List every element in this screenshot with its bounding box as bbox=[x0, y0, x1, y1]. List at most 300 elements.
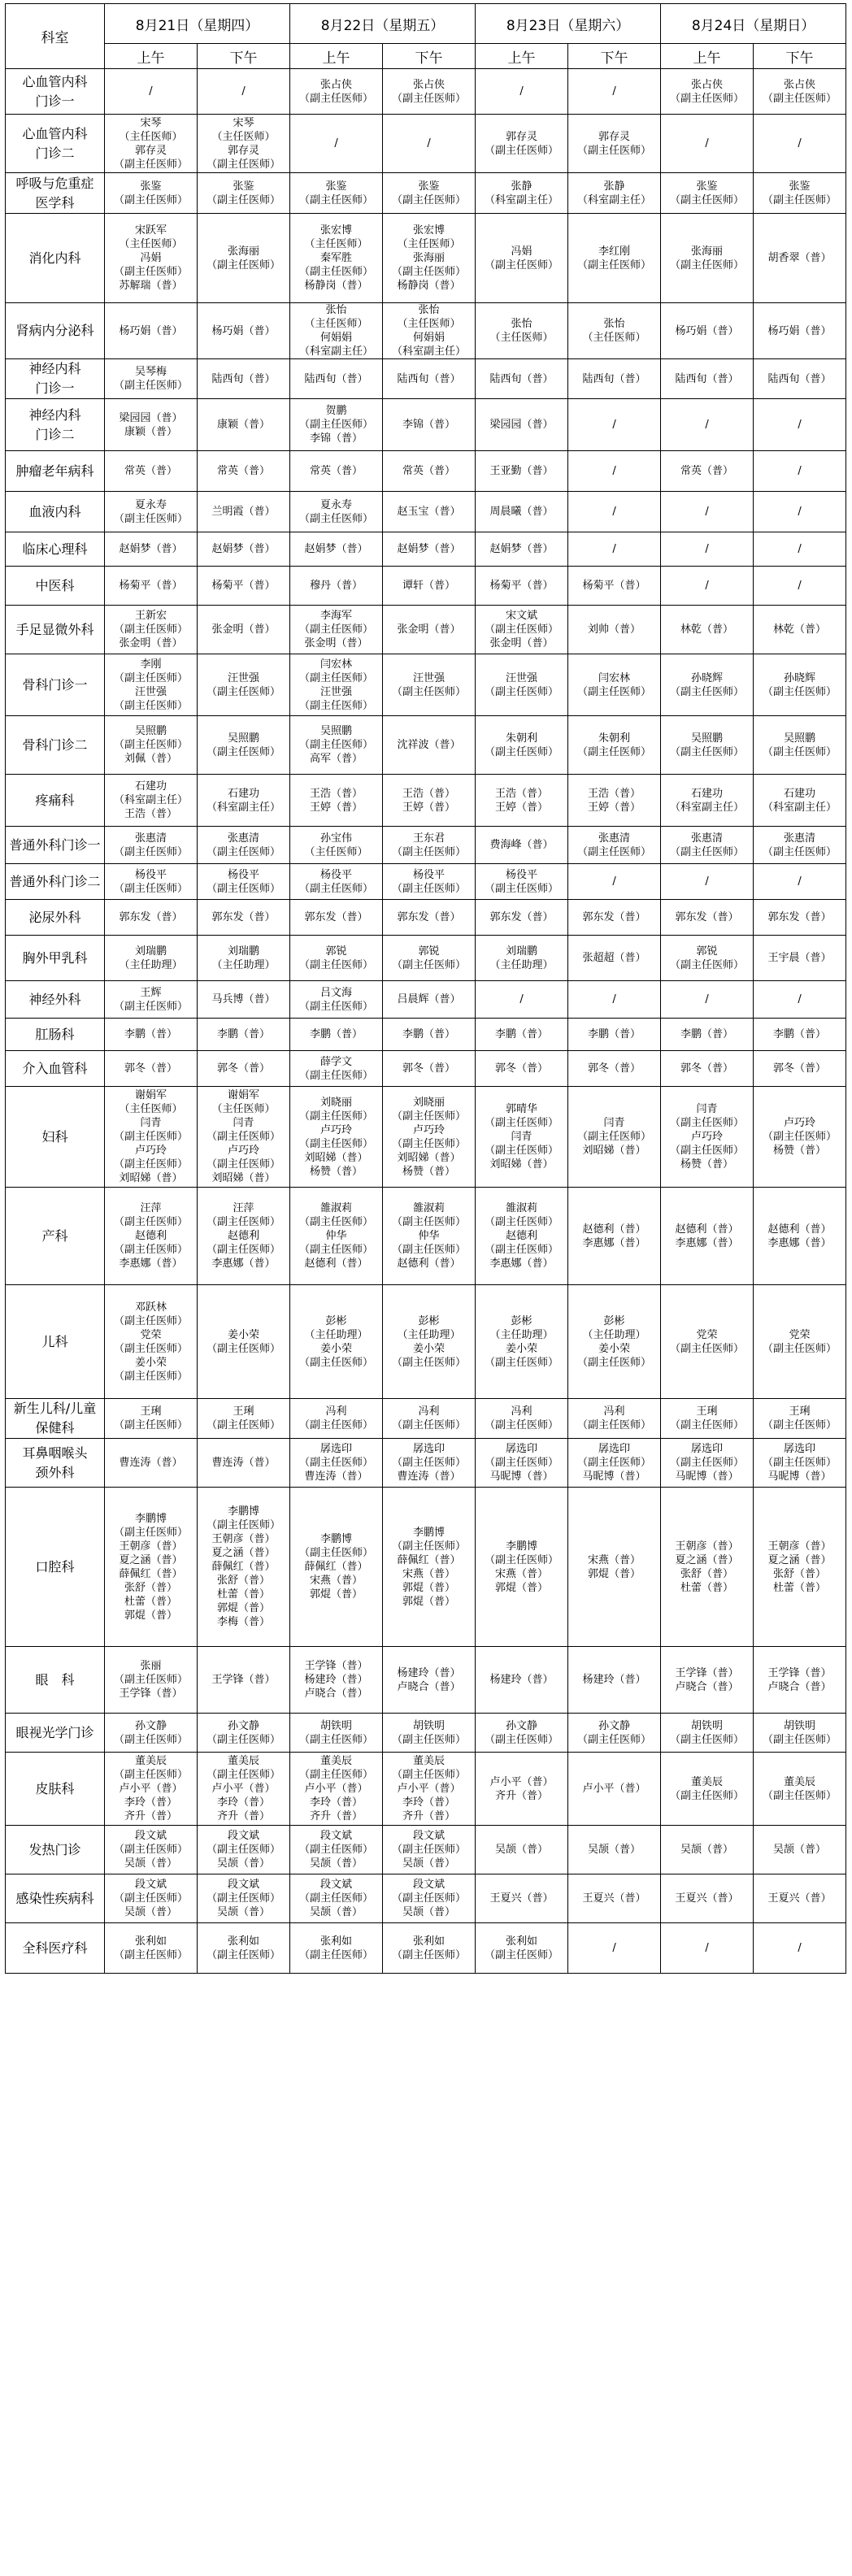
doctor-line: 陆西旬（普） bbox=[304, 372, 368, 385]
schedule-cell bbox=[754, 827, 846, 864]
doctor-line: 张金明（普） bbox=[304, 637, 368, 649]
doctor-line: / bbox=[612, 465, 616, 477]
schedule-cell bbox=[661, 654, 754, 716]
schedule-cell bbox=[198, 936, 290, 981]
doctor-line: 石建功 bbox=[784, 787, 816, 800]
doctor-line: 李鹏（普） bbox=[402, 1028, 456, 1040]
doctor-line: 吴颉（普） bbox=[680, 1844, 734, 1856]
doctor-line: 张怡 bbox=[418, 304, 440, 316]
doctor-line: 曹连涛（普） bbox=[304, 1470, 368, 1483]
doctor-line: 赵德利 bbox=[506, 1230, 538, 1242]
schedule-cell bbox=[105, 115, 198, 173]
doctor-line: 何娟娟 bbox=[413, 332, 446, 344]
doctor-line: （副主任医师） bbox=[392, 1733, 467, 1746]
department-name-line: 手足显微外科 bbox=[15, 621, 94, 637]
doctor-line: 吴照鹏 bbox=[784, 732, 816, 745]
schedule-cell bbox=[661, 1399, 754, 1439]
doctor-line: （副主任医师） bbox=[113, 380, 188, 392]
doctor-line: 汪世强 bbox=[320, 685, 353, 698]
doctor-line: 彭彬 bbox=[325, 1314, 347, 1327]
schedule-cell bbox=[383, 567, 476, 606]
morning-header: 上午 bbox=[661, 44, 754, 69]
doctor-line: / bbox=[798, 137, 802, 150]
department-name bbox=[6, 303, 105, 359]
doctor-line: （副主任医师） bbox=[299, 92, 374, 105]
doctor-line: 段文斌 bbox=[413, 1879, 446, 1891]
doctor-line: / bbox=[612, 993, 616, 1006]
doctor-line: （主任医师） bbox=[304, 845, 368, 858]
doctor-line: 王浩（普） bbox=[310, 787, 363, 800]
morning-header: 上午 bbox=[290, 44, 383, 69]
doctor-line: / bbox=[705, 1942, 709, 1954]
doctor-line: 赵娟梦（普） bbox=[119, 543, 183, 555]
schedule-cell bbox=[290, 451, 383, 492]
schedule-cell bbox=[568, 567, 661, 606]
table-row bbox=[6, 1439, 846, 1488]
schedule-cell bbox=[383, 451, 476, 492]
table-row bbox=[6, 606, 846, 654]
doctor-line: 贺鹏 bbox=[325, 405, 347, 417]
schedule-cell bbox=[198, 359, 290, 399]
doctor-line: （副主任医师） bbox=[299, 419, 374, 431]
doctor-line: （副主任医师） bbox=[113, 882, 188, 895]
schedule-cell bbox=[568, 1874, 661, 1923]
table-row bbox=[6, 900, 846, 936]
doctor-line: （副主任医师） bbox=[670, 1419, 745, 1431]
doctor-line: （副主任医师） bbox=[299, 1892, 374, 1905]
department-name-line: 心血管内科 bbox=[22, 125, 88, 141]
doctor-line: 张静 bbox=[603, 180, 625, 193]
doctor-line: 郭锐 bbox=[325, 945, 347, 958]
doctor-line: 王学锋（普） bbox=[767, 1666, 832, 1679]
date-header: 8月23日（星期六） bbox=[476, 4, 661, 44]
doctor-line: （副主任医师） bbox=[392, 882, 467, 895]
doctor-line: 杨赞（普） bbox=[402, 1165, 456, 1178]
schedule-cell bbox=[198, 900, 290, 936]
department-name bbox=[6, 532, 105, 567]
doctor-line: 王学锋（普） bbox=[211, 1674, 276, 1686]
department-name-line: 耳鼻咽喉头 bbox=[22, 1444, 88, 1461]
schedule-cell bbox=[290, 1923, 383, 1974]
doctor-line: 康颖（普） bbox=[217, 419, 271, 431]
schedule-cell bbox=[105, 399, 198, 451]
doctor-line: 吴照鹏 bbox=[228, 732, 260, 745]
schedule-cell bbox=[476, 1051, 568, 1087]
date-header: 8月24日（星期日） bbox=[661, 4, 846, 44]
doctor-line: （副主任医师） bbox=[670, 1117, 745, 1129]
department-name-line: 新生儿科/儿童 bbox=[13, 1401, 97, 1416]
doctor-line: 张利如 bbox=[413, 1935, 446, 1948]
schedule-cell bbox=[476, 654, 568, 716]
schedule-cell bbox=[661, 173, 754, 214]
department-name bbox=[6, 1439, 105, 1488]
schedule-cell bbox=[754, 532, 846, 567]
doctor-line: / bbox=[427, 137, 431, 150]
doctor-line: 夏之涵（普） bbox=[211, 1547, 276, 1559]
doctor-line: （副主任医师） bbox=[670, 685, 745, 698]
table-row bbox=[6, 399, 846, 451]
schedule-cell bbox=[754, 1188, 846, 1285]
schedule-cell bbox=[383, 1826, 476, 1874]
schedule-cell bbox=[290, 69, 383, 115]
doctor-line: 张舒（普） bbox=[680, 1567, 734, 1580]
doctor-line: （副主任医师） bbox=[485, 1733, 559, 1746]
schedule-cell bbox=[290, 1714, 383, 1753]
doctor-line: 李玲（普） bbox=[402, 1796, 456, 1809]
doctor-line: （副主任医师） bbox=[485, 882, 559, 895]
doctor-line: 张鉴 bbox=[789, 180, 811, 193]
schedule-cell bbox=[476, 606, 568, 654]
doctor-line: 郭存灵 bbox=[228, 144, 260, 157]
doctor-line: 闫青 bbox=[233, 1117, 254, 1129]
schedule-cell bbox=[568, 532, 661, 567]
schedule-cell bbox=[290, 1051, 383, 1087]
doctor-line: （主任医师） bbox=[304, 318, 368, 330]
schedule-cell bbox=[290, 492, 383, 532]
doctor-line: / bbox=[798, 993, 802, 1006]
doctor-line: 董美辰 bbox=[784, 1775, 816, 1788]
doctor-line: 马昵博（普） bbox=[489, 1470, 554, 1483]
doctor-line: 彭彬 bbox=[418, 1314, 440, 1327]
doctor-line: 冯利 bbox=[325, 1405, 347, 1418]
doctor-line: （副主任医师） bbox=[113, 1000, 188, 1013]
doctor-line: 宋燕（普） bbox=[495, 1567, 549, 1580]
doctor-line: （主任医师） bbox=[211, 130, 276, 143]
doctor-line: 郭冬（普） bbox=[588, 1062, 641, 1075]
department-name bbox=[6, 1051, 105, 1087]
doctor-line: 董美辰 bbox=[228, 1755, 260, 1767]
doctor-line: 赵娟梦（普） bbox=[304, 543, 368, 555]
doctor-line: （副主任医师） bbox=[113, 1526, 188, 1539]
doctor-line: 郭焜（普） bbox=[124, 1609, 177, 1622]
doctor-line: 薛佩红（普） bbox=[119, 1567, 183, 1580]
schedule-cell bbox=[105, 303, 198, 359]
department-name-line: 临床心理科 bbox=[22, 541, 88, 557]
doctor-line: 汪萍 bbox=[140, 1202, 162, 1214]
doctor-line: （副主任医师） bbox=[299, 1547, 374, 1559]
table-row bbox=[6, 1188, 846, 1285]
schedule-body bbox=[6, 69, 846, 1974]
doctor-line: （副主任医师） bbox=[392, 845, 467, 858]
doctor-line: 汪世强 bbox=[506, 671, 538, 684]
doctor-line: （副主任医师） bbox=[206, 1844, 281, 1856]
doctor-line: （科室副主任） bbox=[670, 801, 745, 814]
doctor-line: / bbox=[519, 85, 524, 98]
doctor-line: （副主任医师） bbox=[299, 1948, 374, 1961]
doctor-line: 张鉴 bbox=[140, 180, 162, 193]
doctor-line: （主任助理） bbox=[489, 1328, 554, 1341]
doctor-line: 王学锋（普） bbox=[304, 1660, 368, 1672]
schedule-cell bbox=[105, 492, 198, 532]
doctor-line: 郭锐 bbox=[418, 945, 440, 958]
schedule-cell bbox=[198, 115, 290, 173]
doctor-line: （副主任医师） bbox=[485, 685, 559, 698]
doctor-line: （副主任医师） bbox=[392, 1844, 467, 1856]
doctor-line: 李鹏（普） bbox=[217, 1028, 271, 1040]
doctor-line: 姜小荣 bbox=[134, 1356, 167, 1369]
schedule-cell bbox=[754, 1087, 846, 1188]
doctor-line: （副主任医师） bbox=[392, 958, 467, 971]
schedule-cell bbox=[661, 1439, 754, 1488]
doctor-line: 薛佩红（普） bbox=[304, 1561, 368, 1573]
doctor-line: 刘晓丽 bbox=[413, 1096, 446, 1109]
schedule-cell bbox=[383, 492, 476, 532]
schedule-cell bbox=[568, 1439, 661, 1488]
department-name bbox=[6, 1753, 105, 1826]
doctor-line: 曹连涛（普） bbox=[397, 1470, 461, 1483]
table-row bbox=[6, 1051, 846, 1087]
doctor-line: 张鉴 bbox=[233, 180, 254, 193]
doctor-line: 赵玉宝（普） bbox=[397, 506, 461, 518]
doctor-line: （副主任医师） bbox=[670, 1145, 745, 1157]
doctor-line: / bbox=[705, 993, 709, 1006]
schedule-cell bbox=[476, 1399, 568, 1439]
doctor-line: 马昵博（普） bbox=[582, 1470, 646, 1483]
schedule-cell bbox=[105, 1753, 198, 1826]
doctor-line: 常英（普） bbox=[402, 465, 456, 477]
doctor-line: 张占侠 bbox=[784, 78, 816, 91]
doctor-line: （副主任医师） bbox=[670, 1789, 745, 1802]
doctor-line: （副主任医师） bbox=[299, 1069, 374, 1082]
doctor-line: （副主任医师） bbox=[763, 1342, 837, 1355]
doctor-line: 郭东发（普） bbox=[304, 911, 368, 923]
schedule-cell bbox=[105, 827, 198, 864]
doctor-line: （主任助理） bbox=[119, 958, 183, 971]
doctor-line: （副主任医师） bbox=[113, 1948, 188, 1961]
table-row bbox=[6, 532, 846, 567]
table-row bbox=[6, 775, 846, 827]
department-name bbox=[6, 1285, 105, 1399]
doctor-line: 王浩（普） bbox=[124, 808, 177, 820]
doctor-line: 姜小荣 bbox=[413, 1342, 446, 1355]
department-name-line: 眼视光学门诊 bbox=[15, 1724, 94, 1740]
schedule-cell bbox=[198, 69, 290, 115]
table-row bbox=[6, 1753, 846, 1826]
doctor-line: 宋琴 bbox=[233, 116, 254, 129]
doctor-line: 郭冬（普） bbox=[773, 1062, 827, 1075]
doctor-line: （副主任医师） bbox=[299, 1844, 374, 1856]
doctor-line: / bbox=[798, 875, 802, 888]
doctor-line: 谢娟军 bbox=[134, 1089, 167, 1101]
doctor-line: 张鉴 bbox=[325, 180, 347, 193]
doctor-line: 闫青 bbox=[511, 1131, 532, 1143]
doctor-line: 卢晓合（普） bbox=[767, 1680, 832, 1693]
schedule-cell bbox=[105, 1051, 198, 1087]
schedule-cell bbox=[290, 303, 383, 359]
department-name bbox=[6, 981, 105, 1019]
doctor-line: 段文斌 bbox=[413, 1830, 446, 1842]
doctor-line: 张利如 bbox=[506, 1935, 538, 1948]
schedule-cell bbox=[568, 775, 661, 827]
doctor-line: / bbox=[612, 506, 616, 518]
schedule-cell bbox=[383, 1188, 476, 1285]
doctor-line: （副主任医师） bbox=[206, 845, 281, 858]
doctor-line: 杨赞（普） bbox=[310, 1165, 363, 1178]
doctor-line: 郭存灵 bbox=[598, 130, 631, 143]
doctor-line: / bbox=[612, 543, 616, 555]
doctor-line: 王辉 bbox=[140, 986, 162, 999]
doctor-line: 赵德利（普） bbox=[397, 1258, 461, 1270]
doctor-line: 刘昭娣（普） bbox=[397, 1151, 461, 1164]
doctor-line: 张鉴 bbox=[418, 180, 440, 193]
schedule-cell bbox=[105, 1826, 198, 1874]
schedule-cell bbox=[105, 359, 198, 399]
doctor-line: （副主任医师） bbox=[392, 1216, 467, 1228]
table-row bbox=[6, 1923, 846, 1974]
schedule-cell bbox=[476, 532, 568, 567]
doctor-line: 宋燕（普） bbox=[310, 1575, 363, 1587]
doctor-line: 康颖（普） bbox=[124, 425, 177, 438]
schedule-cell bbox=[568, 1399, 661, 1439]
schedule-cell bbox=[290, 399, 383, 451]
schedule-cell bbox=[383, 716, 476, 775]
schedule-cell bbox=[476, 1087, 568, 1188]
doctor-line: （主任医师） bbox=[489, 332, 554, 344]
schedule-cell bbox=[105, 654, 198, 716]
doctor-line: 张惠清 bbox=[134, 832, 167, 845]
doctor-line: 张海丽 bbox=[228, 245, 260, 258]
schedule-cell bbox=[476, 1826, 568, 1874]
doctor-line: 宋燕（普） bbox=[588, 1553, 641, 1566]
doctor-line: 石建功 bbox=[228, 787, 260, 800]
doctor-line: 李鹏（普） bbox=[680, 1028, 734, 1040]
doctor-line: 孙文静 bbox=[598, 1719, 631, 1732]
doctor-line: （副主任医师） bbox=[299, 1733, 374, 1746]
table-row bbox=[6, 303, 846, 359]
doctor-line: 王浩（普） bbox=[402, 787, 456, 800]
doctor-line: 王夏兴（普） bbox=[489, 1892, 554, 1905]
doctor-line: 卢巧玲 bbox=[320, 1123, 353, 1136]
doctor-line: 李惠娜（普） bbox=[582, 1236, 646, 1249]
department-name bbox=[6, 864, 105, 900]
doctor-line: 沈祥波（普） bbox=[397, 739, 461, 751]
doctor-line: 陆西旬（普） bbox=[211, 372, 276, 385]
doctor-line: 王朝彦（普） bbox=[767, 1540, 832, 1553]
doctor-line: 王朝彦（普） bbox=[119, 1540, 183, 1553]
doctor-line: （副主任医师） bbox=[113, 1370, 188, 1383]
table-row bbox=[6, 1714, 846, 1753]
doctor-line: （副主任医师） bbox=[392, 1948, 467, 1961]
schedule-cell bbox=[105, 1087, 198, 1188]
doctor-line: （副主任医师） bbox=[670, 958, 745, 971]
doctor-line: 陆西旬（普） bbox=[767, 372, 832, 385]
schedule-cell bbox=[476, 492, 568, 532]
doctor-line: 胡铁明 bbox=[691, 1719, 724, 1732]
doctor-line: （主任助理） bbox=[304, 1328, 368, 1341]
schedule-cell bbox=[661, 1051, 754, 1087]
doctor-line: （副主任医师） bbox=[763, 685, 837, 698]
date-header: 8月22日（星期五） bbox=[290, 4, 476, 44]
schedule-cell bbox=[198, 1285, 290, 1399]
doctor-line: 孱选印 bbox=[413, 1443, 446, 1455]
doctor-line: / bbox=[519, 993, 524, 1006]
schedule-cell bbox=[661, 1647, 754, 1714]
doctor-line: （副主任医师） bbox=[299, 623, 374, 636]
department-name-line: 产科 bbox=[41, 1227, 68, 1244]
doctor-line: 孱选印 bbox=[320, 1443, 353, 1455]
schedule-cell bbox=[105, 532, 198, 567]
doctor-line: 齐升（普） bbox=[217, 1810, 271, 1822]
department-name bbox=[6, 1874, 105, 1923]
doctor-line: 赵德利（普） bbox=[304, 1258, 368, 1270]
doctor-line: 马兵博（普） bbox=[211, 993, 276, 1006]
doctor-line: （科室副主任） bbox=[577, 193, 652, 206]
doctor-line: 郭冬（普） bbox=[124, 1062, 177, 1075]
schedule-cell bbox=[383, 1051, 476, 1087]
schedule-cell bbox=[383, 1488, 476, 1647]
doctor-line: 胡香翠（普） bbox=[767, 252, 832, 264]
schedule-cell bbox=[290, 1826, 383, 1874]
schedule-cell bbox=[568, 1753, 661, 1826]
doctor-line: 赵德利（普） bbox=[675, 1223, 739, 1236]
doctor-line: 周晨曦（普） bbox=[489, 506, 554, 518]
doctor-line: （主任助理） bbox=[397, 1328, 461, 1341]
doctor-line: 赵娟梦（普） bbox=[489, 543, 554, 555]
doctor-line: （副主任医师） bbox=[299, 1769, 374, 1781]
doctor-line: （副主任医师） bbox=[670, 1457, 745, 1469]
doctor-line: （副主任医师） bbox=[113, 623, 188, 636]
doctor-line: 邓跃林 bbox=[134, 1301, 167, 1314]
doctor-line: 党荣 bbox=[696, 1328, 718, 1341]
doctor-line: （副主任医师） bbox=[206, 685, 281, 698]
doctor-line: 郭冬（普） bbox=[217, 1062, 271, 1075]
schedule-cell bbox=[568, 827, 661, 864]
doctor-line: 王学锋（普） bbox=[119, 1688, 183, 1700]
doctor-line: / bbox=[612, 85, 616, 98]
doctor-line: 孙文静 bbox=[228, 1719, 260, 1732]
doctor-line: 李海军 bbox=[320, 610, 353, 622]
doctor-line: 姜小荣 bbox=[506, 1342, 538, 1355]
doctor-line: 胡铁明 bbox=[413, 1719, 446, 1732]
schedule-cell bbox=[198, 1439, 290, 1488]
doctor-line: 杨役平 bbox=[320, 868, 353, 881]
doctor-line: 李鹏（普） bbox=[310, 1028, 363, 1040]
doctor-line: 闫青 bbox=[140, 1117, 162, 1129]
doctor-line: 王东君 bbox=[413, 832, 446, 845]
doctor-line: 吴颉（普） bbox=[217, 1906, 271, 1918]
doctor-line: 冯利 bbox=[418, 1405, 440, 1418]
schedule-cell bbox=[198, 654, 290, 716]
doctor-line: 孙文静 bbox=[506, 1719, 538, 1732]
doctor-line: 李玲（普） bbox=[124, 1796, 177, 1809]
doctor-line: 吴颉（普） bbox=[124, 1857, 177, 1870]
schedule-cell bbox=[290, 214, 383, 303]
schedule-cell bbox=[661, 492, 754, 532]
schedule-cell bbox=[568, 399, 661, 451]
schedule-cell bbox=[754, 303, 846, 359]
schedule-cell bbox=[754, 1826, 846, 1874]
schedule-cell bbox=[105, 606, 198, 654]
doctor-line: 段文斌 bbox=[228, 1830, 260, 1842]
doctor-line: 吴颉（普） bbox=[402, 1857, 456, 1870]
schedule-cell bbox=[661, 900, 754, 936]
schedule-cell bbox=[198, 1051, 290, 1087]
schedule-cell bbox=[198, 303, 290, 359]
schedule-cell bbox=[105, 936, 198, 981]
doctor-line: （副主任医师） bbox=[392, 1419, 467, 1431]
schedule-cell bbox=[754, 567, 846, 606]
doctor-line: （副主任医师） bbox=[206, 1244, 281, 1256]
doctor-line: 王婷（普） bbox=[495, 801, 549, 814]
schedule-cell bbox=[476, 1714, 568, 1753]
schedule-cell bbox=[754, 900, 846, 936]
schedule-cell bbox=[198, 1714, 290, 1753]
doctor-line: 张利如 bbox=[320, 1935, 353, 1948]
doctor-line: 宋文斌 bbox=[506, 610, 538, 622]
doctor-line: （副主任医师） bbox=[577, 258, 652, 272]
schedule-cell bbox=[105, 981, 198, 1019]
schedule-cell bbox=[105, 1714, 198, 1753]
